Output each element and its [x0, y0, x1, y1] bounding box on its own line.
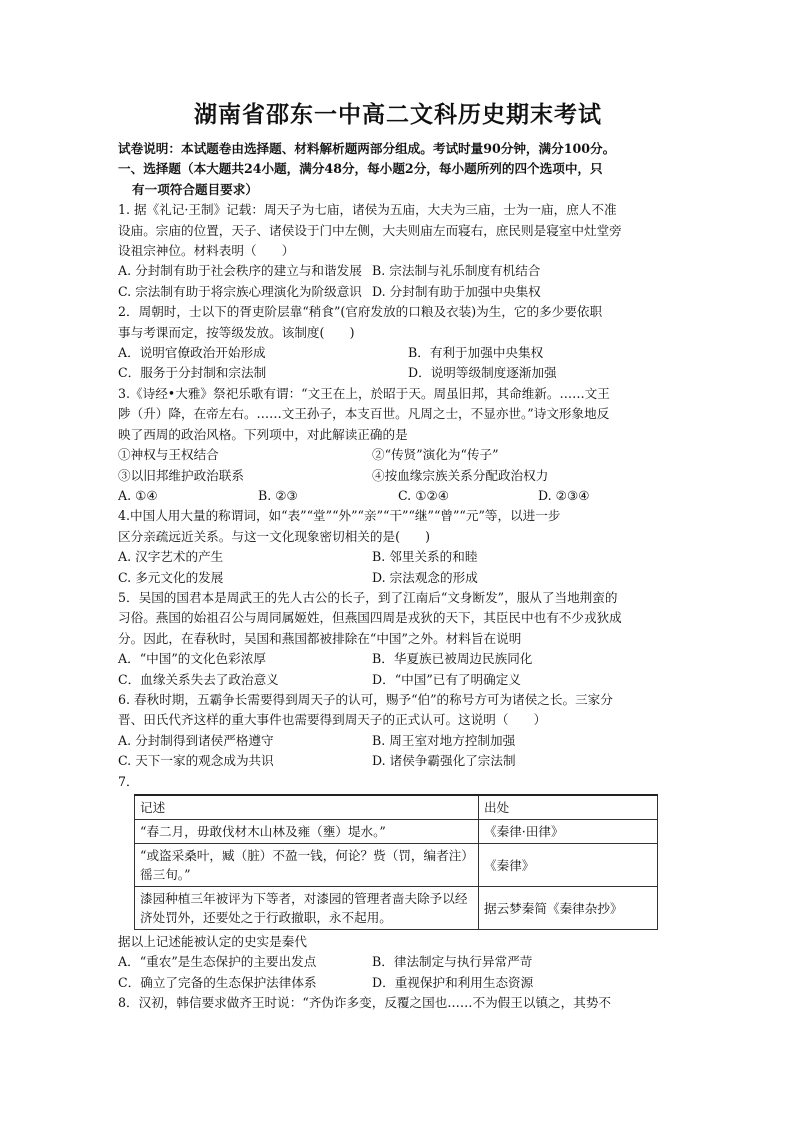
option-a: A．“中国”的文化色彩浓厚	[118, 651, 266, 667]
option-b: B．律法制定与执行异常严苛	[372, 954, 533, 970]
section-heading-line1: 一、选择题（本大题共24小题，满分48分，每小题2分，每小题所列的四个选项中，只	[118, 161, 603, 177]
question-text: 事与考课而定，按等级发放。该制度( )	[118, 324, 355, 340]
table-cell-source: 据云梦秦简《秦律杂抄》	[479, 887, 658, 930]
question-text: 设祖宗神位。材料表明（ ）	[118, 243, 295, 259]
option-d: D．说明等级制度逐渐加强	[408, 365, 557, 381]
question-text: 2．周朝时，士以下的胥吏阶层靠“稍食”(官府发放的口粮及衣装)为生，它的多少要依职	[118, 304, 603, 320]
option-a: A. 分封制得到诸侯严格遵守	[118, 732, 274, 748]
question-6	[118, 690, 678, 772]
option-b: B. 宗法制与礼乐制度有机结合	[372, 263, 541, 279]
exam-page	[118, 96, 678, 1014]
question-5	[118, 588, 678, 690]
statement-2: ②“传贤”演化为“传子”	[372, 447, 499, 463]
table-header-source: 出处	[479, 795, 658, 820]
option-d: D. ②③④	[538, 487, 590, 503]
table-cell-record: “或盗采桑叶，臧（脏）不盈一钱，何论？赀（罚，编者注）徭三旬。”	[135, 844, 479, 887]
question-text: 4.中国人用大量的称谓词，如“表”“堂”“外”“亲”“干”“继”“曾”“元”等，以进一步	[118, 508, 561, 524]
question-text: 习俗。燕国的始祖召公与周同属姬姓，但燕国四周是戎狄的天下，其臣民中也有不少戎狄成	[118, 610, 622, 626]
table-header-row	[135, 795, 658, 820]
question-text: 映了西周的政治风格。下列项中，对此解读正确的是	[118, 426, 408, 442]
exam-instructions: 试卷说明：本试题卷由选择题、材料解析题两部分组成。考试时量90分钟，满分100分。	[118, 141, 616, 156]
option-b: B．有利于加强中央集权	[408, 345, 544, 361]
table-cell-source: 《秦律·田律》	[479, 820, 658, 844]
table-row	[135, 887, 658, 930]
option-b: B. 邻里关系的和睦	[372, 549, 478, 565]
option-c: C. 天下一家的观念成为共识	[118, 753, 274, 769]
option-b: B. 周王室对地方控制加强	[372, 732, 516, 748]
table-header-record: 记述	[135, 795, 479, 820]
option-d: D. 分封制有助于加强中央集权	[372, 283, 541, 299]
question-2	[118, 302, 678, 384]
option-a: A．“重农”是生态保护的主要出发点	[118, 954, 317, 970]
question-4	[118, 506, 678, 588]
exam-title: 湖南省邵东一中高二文科历史期末考试	[194, 101, 602, 128]
option-c: C．血缘关系失去了政治意义	[118, 671, 279, 687]
question-text: 晋、田氏代齐这样的重大事件也需要得到周天子的正式认可。这说明（ ）	[118, 712, 547, 728]
question-text: 3.《诗经•大雅》祭祀乐歌有谓：“文王在上，於昭于天。周虽旧邦，其命维新。……文王	[118, 385, 610, 401]
option-a: A. 分封制有助于社会秩序的建立与和谐发展	[118, 263, 362, 279]
table-row	[135, 820, 658, 844]
option-d: D．重视保护和利用生态资源	[372, 974, 534, 990]
source-table	[134, 794, 658, 930]
question-text: 5．吴国的国君本是周武王的先人古公的长子，到了江南后“文身断发”，服从了当地荆蛮的	[118, 589, 618, 605]
option-c: C. 宗法制有助于将宗族心理演化为阶级意识	[118, 283, 362, 299]
option-b: B．华夏族已被周边民族同化	[372, 651, 533, 667]
question-text: 设庙。宗庙的位置，天子、诸侯设于门中左侧，大夫则庙左而寝右，庶民则是寝室中灶堂旁	[118, 222, 622, 238]
question-text: 区分亲疏远近关系。与这一文化现象密切相关的是( )	[118, 528, 431, 544]
statement-1: ①神权与王权结合	[118, 447, 219, 463]
question-3	[118, 384, 678, 506]
option-a: A. ①④	[118, 487, 158, 503]
question-text: 6. 春秋时期，五霸争长需要得到周天子的认可，赐予“伯”的称号方可为诸侯之长。三家分	[118, 691, 613, 707]
question-text: 1. 据《礼记·王制》记载：周天子为七庙，诸侯为五庙，大夫为三庙，士为一庙，庶人不准	[118, 202, 617, 218]
question-1	[118, 200, 678, 302]
section-heading-line2: 有一项符合题目要求）	[132, 181, 258, 197]
question-text: 分。因此，在春秋时，吴国和燕国都被排除在“中国”之外。材料旨在说明	[118, 630, 522, 646]
option-b: B. ②③	[258, 487, 298, 503]
question-8	[118, 993, 678, 1013]
option-c: C．确立了完备的生态保护法律体系	[118, 974, 317, 990]
question-text: 据以上记述能被认定的史实是秦代	[118, 934, 307, 949]
table-row	[135, 844, 658, 887]
option-c: C. ①②④	[398, 487, 450, 503]
option-d: D. 宗法观念的形成	[372, 569, 478, 585]
table-cell-source: 《秦律》	[479, 844, 658, 887]
statement-3: ③以旧邦维护政治联系	[118, 467, 244, 483]
option-c: C. 多元文化的发展	[118, 569, 224, 585]
option-d: D．“中国”已有了明确定义	[372, 671, 521, 687]
option-d: D. 诸侯争霸强化了宗法制	[372, 753, 516, 769]
question-number: 7．	[118, 773, 139, 789]
table-cell-record: “春二月，毋敢伐材木山林及雍（壅）堤水。”	[135, 820, 479, 844]
option-a: A. 汉字艺术的产生	[118, 549, 224, 565]
question-text: 陟（升）降，在帝左右。……文王孙子，本支百世。凡周之士，不显亦世。”诗文形象地反	[118, 406, 610, 422]
statement-4: ④按血缘宗族关系分配政治权力	[372, 467, 549, 483]
question-7	[118, 772, 678, 994]
option-c: C．服务于分封制和宗法制	[118, 365, 267, 381]
option-a: A．说明官僚政治开始形成	[118, 345, 266, 361]
question-text: 8．汉初，韩信要求做齐王时说：“齐伪诈多变，反覆之国也……不为假王以镇之，其势不	[118, 995, 612, 1011]
table-cell-record: 漆园种植三年被评为下等者，对漆园的管理者啬夫除予以经济处罚外，还要处之于行政撤职，永不起用。	[135, 887, 479, 930]
